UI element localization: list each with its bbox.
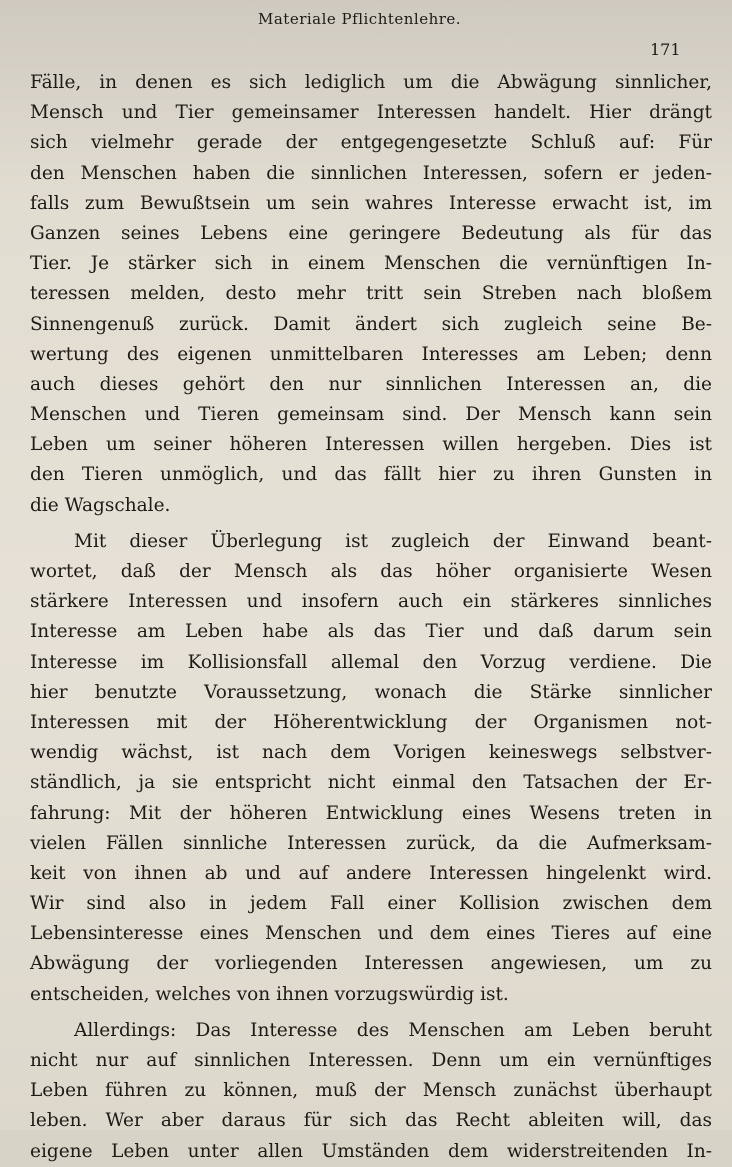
text-line: Ganzen seines Lebens eine geringere Bedeutung als für das (30, 222, 712, 244)
text-line: Interessen mit der Höherentwicklung der Organismen not- (30, 711, 712, 733)
text-line: Interesse im Kollisionsfall allemal den Vorzug verdiene. Die (30, 651, 712, 673)
text-line: stärkere Interessen und insofern auch ein stärkeres sinnliches (30, 591, 712, 613)
text-line: den Menschen haben die sinnlichen Interessen, sofern er jeden- (30, 162, 712, 184)
text-line: ständlich, ja sie entspricht nicht einmal den Tatsachen der Er- (30, 772, 712, 794)
text-line: wertung des eigenen unmittelbaren Interesses am Leben; denn (30, 343, 712, 365)
text-line: entscheiden, welches von ihnen vorzugswürdig ist. (30, 983, 509, 1005)
text-line: Mensch und Tier gemeinsamer Interessen handelt. Hier drängt (30, 102, 712, 124)
text-line: den Tieren unmöglich, und das fällt hier zu ihren Gunsten in (30, 464, 712, 486)
page-number: 171 (650, 40, 681, 59)
text-line: eigene Leben unter allen Umständen dem widerstreitenden In- (30, 1140, 712, 1162)
text-line: Menschen und Tieren gemeinsam sind. Der Mensch kann sein (30, 404, 712, 426)
paragraph-2 (30, 527, 712, 1010)
text-line: Wir sind also in jedem Fall einer Kollision zwischen dem (30, 893, 712, 915)
text-line: keit von ihnen ab und auf andere Interessen hingelenkt wird. (30, 862, 712, 884)
paragraph-3 (30, 1016, 712, 1167)
text-line: hier benutzte Voraussetzung, wonach die Stärke sinnlicher (30, 681, 712, 703)
text-line: Sinnengenuß zurück. Damit ändert sich zugleich seine Be- (30, 313, 712, 335)
text-line: fahrung: Mit der höheren Entwicklung eines Wesens treten in (30, 802, 712, 824)
text-line: Leben führen zu können, muß der Mensch zunächst überhaupt (30, 1080, 712, 1102)
text-line: nicht nur auf sinnlichen Interessen. Denn um ein vernünftiges (30, 1050, 712, 1071)
paragraph-1 (30, 68, 712, 521)
body-text (30, 68, 712, 1167)
text-line: Leben um seiner höheren Interessen willen hergeben. Dies ist (30, 434, 712, 456)
text-line: die Wagschale. (30, 494, 171, 516)
text-line: Allerdings: Das Interesse des Menschen am Leben beruht (74, 1019, 712, 1041)
text-line: Tier. Je stärker sich in einem Menschen die vernünftigen In- (30, 253, 712, 275)
text-line: Interesse am Leben habe als das Tier und daß darum sein (30, 621, 712, 643)
text-line: sich vielmehr gerade der entgegengesetzte Schluß auf: Für (30, 132, 712, 154)
text-line: teressen melden, desto mehr tritt sein Streben nach bloßem (30, 283, 712, 305)
text-line: falls zum Bewußtsein um sein wahres Interesse erwacht ist, im (30, 192, 712, 214)
running-title: Materiale Pflichtenlehre. (258, 10, 462, 28)
text-line: Abwägung der vorliegenden Interessen angewiesen, um zu (30, 953, 712, 975)
text-line: leben. Wer aber daraus für sich das Recht ableiten will, das (30, 1110, 712, 1132)
text-line: Lebensinteresse eines Menschen und dem eines Tieres auf eine (30, 923, 712, 945)
text-line: vielen Fällen sinnliche Interessen zurück, da die Aufmerksam- (30, 832, 712, 854)
text-line: auch dieses gehört den nur sinnlichen Interessen an, die (30, 373, 712, 395)
text-line: wortet, daß der Mensch als das höher organisierte Wesen (30, 561, 712, 582)
text-line: Fälle, in denen es sich lediglich um die Abwägung sinnlicher, (30, 72, 712, 93)
text-line: wendig wächst, ist nach dem Vorigen keineswegs selbstver- (30, 742, 712, 764)
text-line: Mit dieser Überlegung ist zugleich der Einwand beant- (74, 530, 712, 552)
